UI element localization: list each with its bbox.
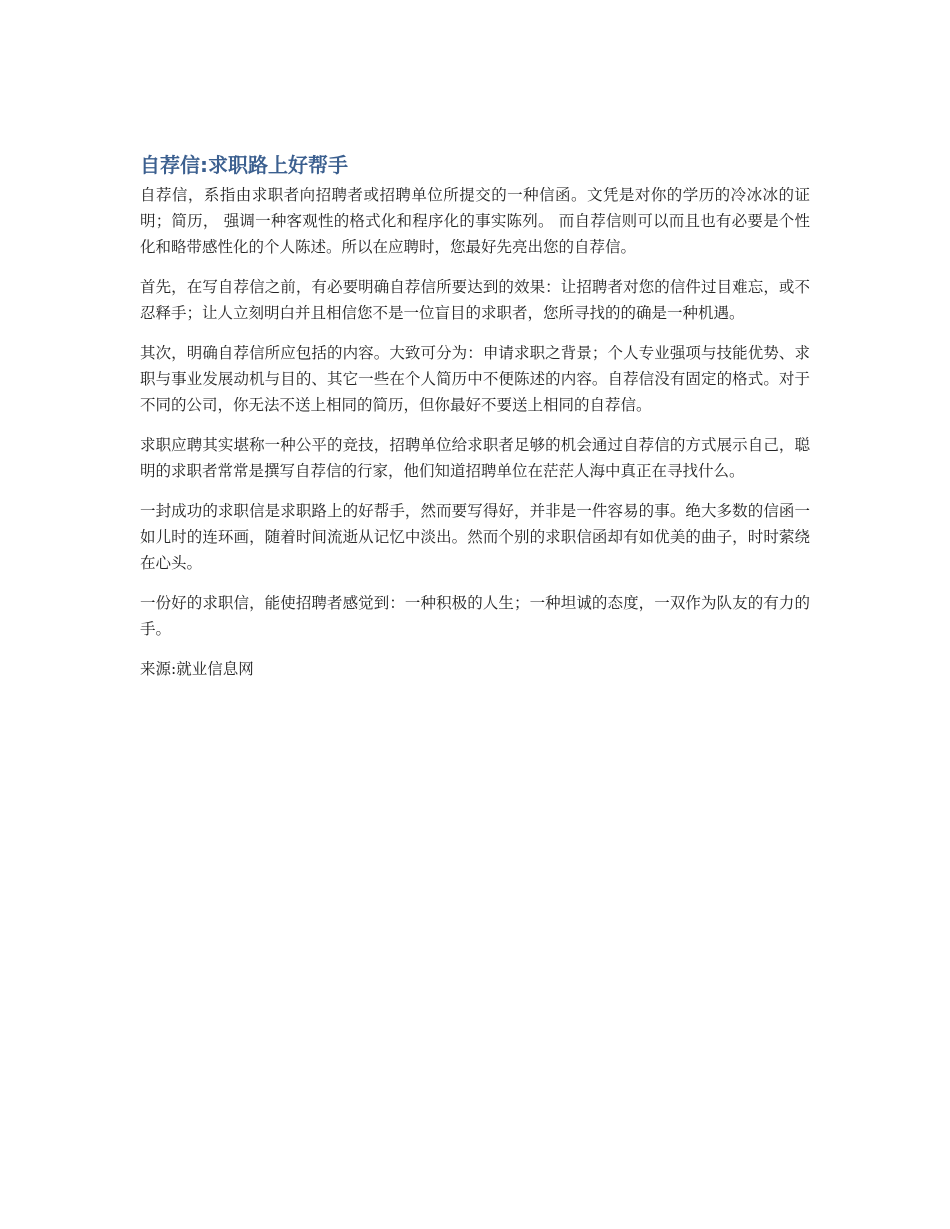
paragraph-2: 首先，在写自荐信之前，有必要明确自荐信所要达到的效果：让招聘者对您的信件过目难忘，或不忍释手；让人立刻明白并且相信您不是一位盲目的求职者，您所寻找的的确是一种机遇。 bbox=[140, 278, 810, 322]
paragraph-6: 一份好的求职信，能使招聘者感觉到：一种积极的人生；一种坦诚的态度，一双作为队友的有力的手。 bbox=[140, 594, 810, 638]
paragraph-3: 其次，明确自荐信所应包括的内容。大致可分为：申请求职之背景；个人专业强项与技能优势、求职与事业发展动机与目的、其它一些在个人简历中不便陈述的内容。自荐信没有固定的格式。对于不同的公司，你无法不送上相同的简历，但你最好不要送上相同的自荐信。 bbox=[140, 344, 810, 414]
paragraph-4: 求职应聘其实堪称一种公平的竞技，招聘单位给求职者足够的机会通过自荐信的方式展示自己，聪明的求职者常常是撰写自荐信的行家，他们知道招聘单位在茫茫人海中真正在寻找什么。 bbox=[140, 436, 810, 480]
paragraph-5: 一封成功的求职信是求职路上的好帮手，然而要写得好，并非是一件容易的事。绝大多数的信函一如儿时的连环画，随着时间流逝从记忆中淡出。然而个别的求职信函却有如优美的曲子，时时萦绕在心头。 bbox=[140, 502, 810, 572]
source-line: 来源:就业信息网 bbox=[140, 660, 254, 678]
document-page bbox=[140, 150, 810, 682]
document-title: 自荐信:求职路上好帮手 bbox=[140, 153, 348, 177]
paragraph-1: 自荐信，系指由求职者向招聘者或招聘单位所提交的一种信函。文凭是对你的学历的冷冰冰的证明；简历， 强调一种客观性的格式化和程序化的事实陈列。 而自荐信则可以而且也有必要是个性化和略带感性化的个人陈述。所以在应聘时，您最好先亮出您的自荐信。 bbox=[140, 186, 810, 256]
